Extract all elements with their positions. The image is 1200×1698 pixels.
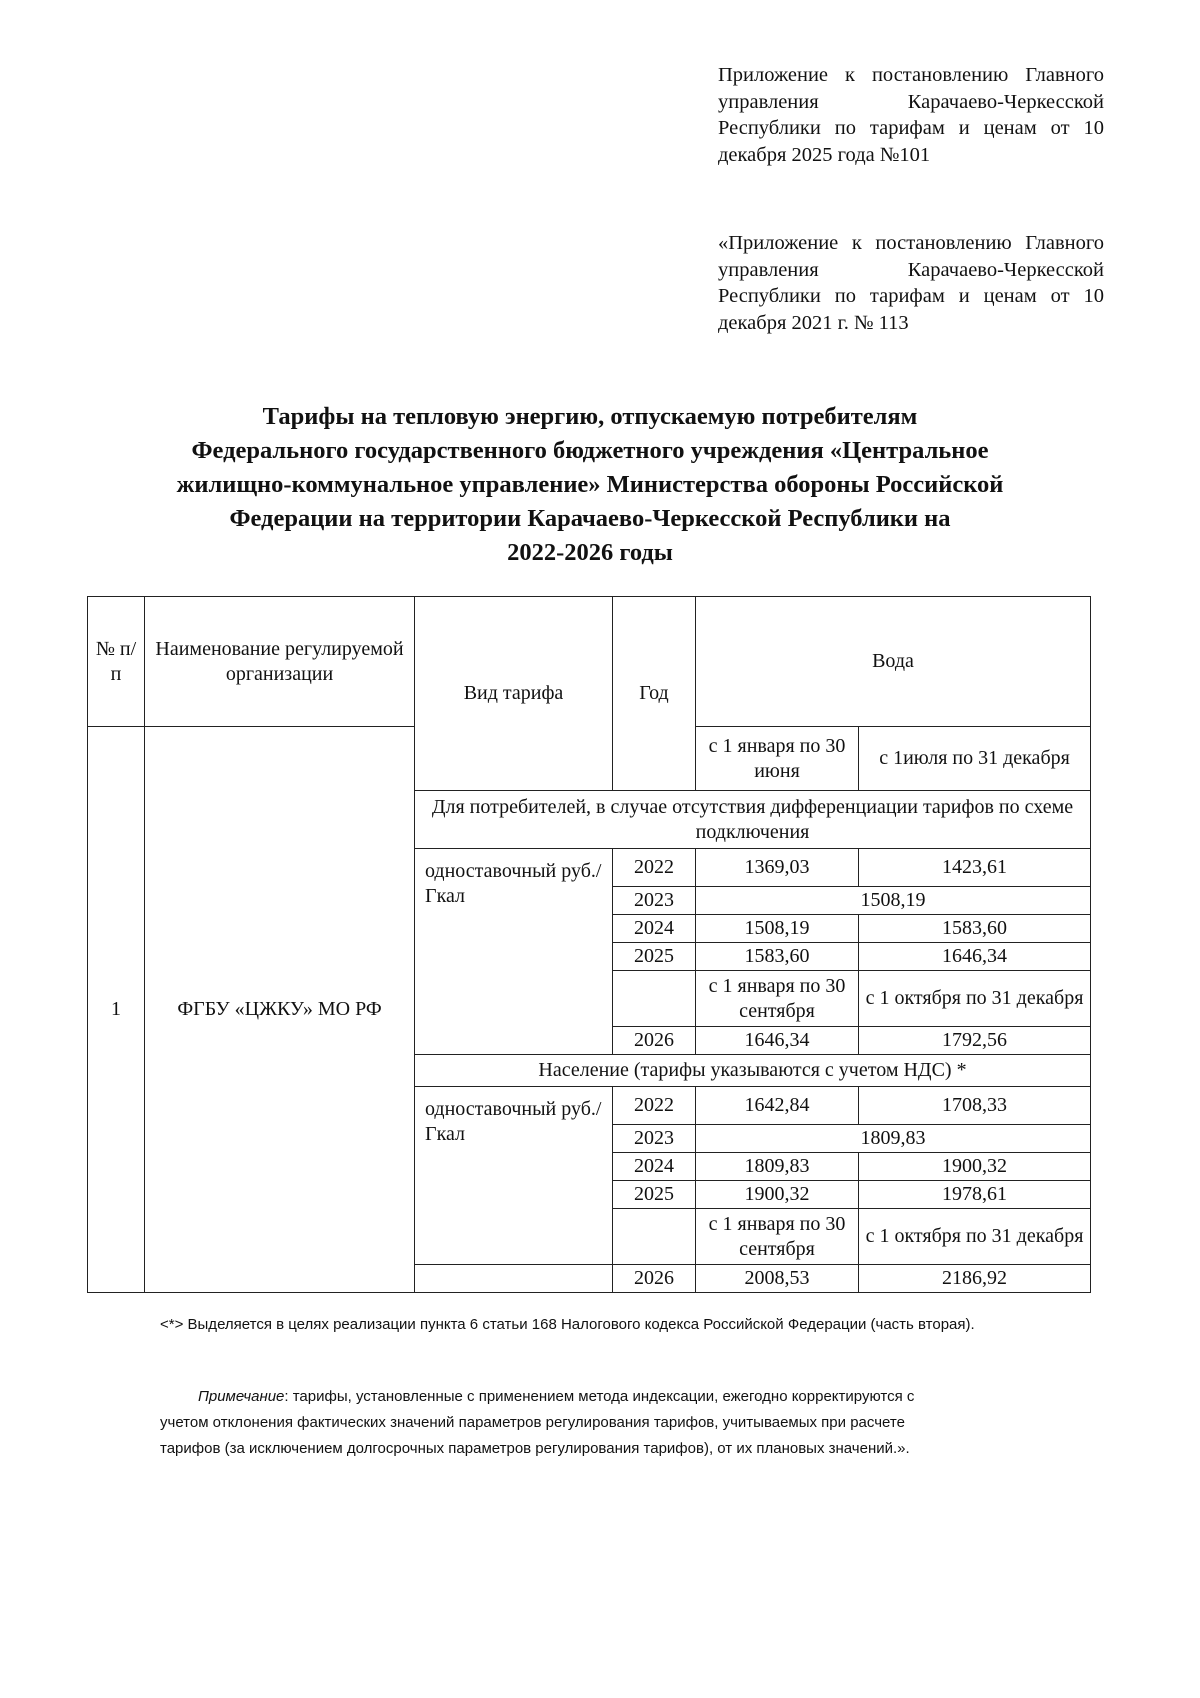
header-tariff-type: Вид тарифа: [415, 597, 613, 791]
header-water: Вода: [696, 597, 1091, 727]
value-cell: 1642,84: [696, 1087, 859, 1125]
title-line: 2022-2026 годы: [507, 539, 673, 566]
document-title: [100, 400, 1080, 570]
note-text: : тарифы, установленные с применением метода индексации, ежегодно корректируются с: [284, 1388, 915, 1405]
tariff-kind-population: одноставочный руб./Гкал: [415, 1087, 613, 1265]
value-cell: 2186,92: [859, 1265, 1091, 1293]
header-period-1: с 1 января по 30 июня: [696, 727, 859, 791]
year-cell-empty: [613, 1209, 696, 1265]
note-line: тарифов (за исключением долгосрочных параметров регулирования тарифов), от их плановых значений.».: [160, 1440, 910, 1457]
header-org: Наименование регулируемой организации: [145, 597, 415, 727]
section-consumers: Для потребителей, в случае отсутствия дифференциации тарифов по схеме подключения: [415, 791, 1091, 849]
period-2026-1: с 1 января по 30 сентября: [696, 971, 859, 1027]
year-cell: 2023: [613, 887, 696, 915]
value-cell: 1792,56: [859, 1027, 1091, 1055]
tariff-kind-empty: [415, 1265, 613, 1293]
value-cell: 1423,61: [859, 849, 1091, 887]
value-cell: 1809,83: [696, 1125, 1091, 1153]
year-cell: 2025: [613, 943, 696, 971]
appendix-header-2021: «Приложение к постановлению Главного управления Карачаево-Черкесской Республики по тарифам и ценам от 10 декабря 2021 г. № 113: [718, 232, 1104, 334]
value-cell: 1583,60: [859, 915, 1091, 943]
year-cell: 2026: [613, 1027, 696, 1055]
year-cell: 2025: [613, 1181, 696, 1209]
title-line: Федерального государственного бюджетного учреждения «Центральное: [191, 437, 989, 464]
note-line: учетом отклонения фактических значений параметров регулирования тарифов, учитываемых при расчете: [160, 1414, 905, 1431]
section-population: Население (тарифы указываются с учетом НДС) *: [415, 1055, 1091, 1087]
value-cell: 1508,19: [696, 887, 1091, 915]
value-cell: 1646,34: [859, 943, 1091, 971]
period-2026-1: с 1 января по 30 сентября: [696, 1209, 859, 1265]
appendix-header-2025: Приложение к постановлению Главного управления Карачаево-Черкесской Республики по тарифам и ценам от 10 декабря 2025 года №101: [718, 64, 1104, 166]
year-cell: 2024: [613, 915, 696, 943]
org-name-cell: ФГБУ «ЦЖКУ» МО РФ: [145, 727, 415, 1293]
year-cell: 2026: [613, 1265, 696, 1293]
value-cell: 1978,61: [859, 1181, 1091, 1209]
year-cell: 2023: [613, 1125, 696, 1153]
header-num: № п/п: [88, 597, 145, 727]
title-line: Тарифы на тепловую энергию, отпускаемую потребителям: [262, 403, 918, 430]
value-cell: 1583,60: [696, 943, 859, 971]
row-num-cell: 1: [88, 727, 145, 1293]
period-2026-2: с 1 октября по 31 декабря: [859, 971, 1091, 1027]
value-cell: 1646,34: [696, 1027, 859, 1055]
year-cell-empty: [613, 971, 696, 1027]
header-year: Год: [613, 597, 696, 791]
note-line: [160, 1384, 1090, 1410]
footnote: <*> Выделяется в целях реализации пункта 6 статьи 168 Налогового кодекса Российской Федерации (часть вторая).: [160, 1316, 975, 1333]
title-line: Федерации на территории Карачаево-Черкесской Республики на: [229, 505, 951, 532]
value-cell: 1900,32: [696, 1181, 859, 1209]
value-cell: 1369,03: [696, 849, 859, 887]
value-cell: 1508,19: [696, 915, 859, 943]
period-2026-2: с 1 октября по 31 декабря: [859, 1209, 1091, 1265]
year-cell: 2024: [613, 1153, 696, 1181]
value-cell: 1708,33: [859, 1087, 1091, 1125]
value-cell: 2008,53: [696, 1265, 859, 1293]
title-line: жилищно-коммунальное управление» Министерства обороны Российской: [176, 471, 1004, 498]
year-cell: 2022: [613, 849, 696, 887]
tariff-kind-consumers: одноставочный руб./Гкал: [415, 849, 613, 1055]
note: [160, 1384, 1090, 1462]
header-period-2: с 1июля по 31 декабря: [859, 727, 1091, 791]
note-label: Примечание: [198, 1388, 285, 1405]
tariff-table: [87, 596, 1091, 1293]
year-cell: 2022: [613, 1087, 696, 1125]
value-cell: 1900,32: [859, 1153, 1091, 1181]
value-cell: 1809,83: [696, 1153, 859, 1181]
